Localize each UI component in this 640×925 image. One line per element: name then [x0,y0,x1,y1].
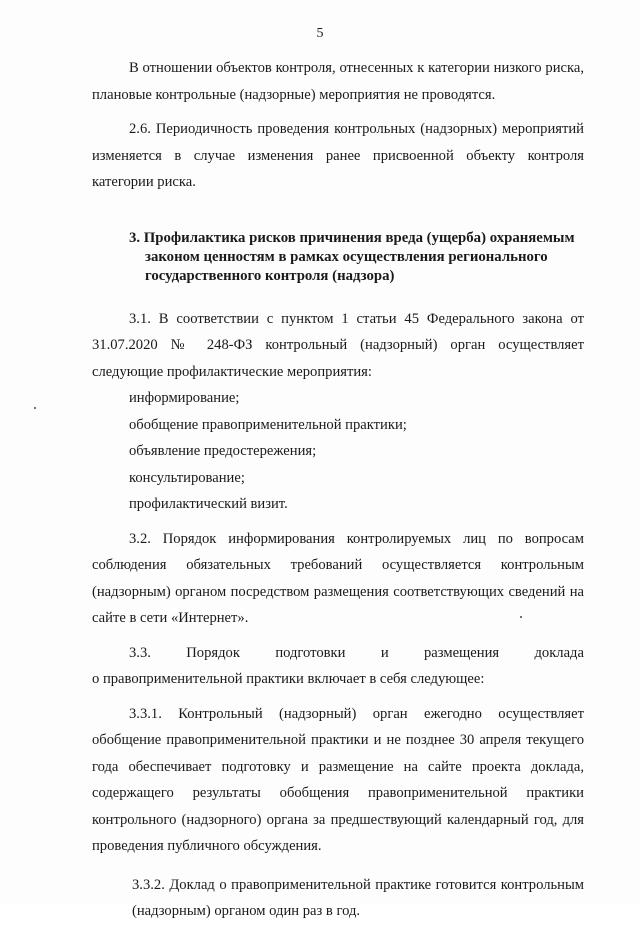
list-item: обобщение правоприменительной практики; [129,416,407,433]
list-item: объявление предостережения; [129,443,317,459]
list-item: консультирование; [129,469,245,486]
list-item: профилактический визит. [129,496,288,512]
paragraph-2-6: 2.6. Периодичность проведения контрольных (надзорных) мероприятий изменяется в случае изменения ранее присвоенной объекту контроля категории риска. [92,121,584,190]
word: и [380,644,389,661]
paragraph-3-2: 3.2. Порядок информирования контролируемых лиц по вопросам соблюдения обязательных требований осуществляется контрольным (надзорным) органом посредством размещения соответствующих сведений на сайте в сети «Интернет». [92,530,584,626]
paragraph-3-3 [92,640,584,693]
word: подготовки [275,644,346,661]
word: размещения [424,644,500,661]
section-heading-3 [92,229,584,286]
paragraph-3-3-2: 3.3.2. Доклад о правоприменительной практике готовится контрольным (надзорным) органом один раз в год. [132,876,584,919]
word: Порядок [186,644,240,661]
paragraph-3-3-1: 3.3.1. Контрольный (надзорный) орган ежегодно осуществляет обобщение правоприменительной практики и не позднее 30 апреля текущего года обеспечивает подготовку и размещение на сайте проекта доклада, содержащего результаты обобщения правоприменительной практики контрольного (надзорного) органа за предшествующий календарный год, для проведения публичного обсуждения. [92,705,584,854]
measures-list [92,385,584,518]
document-body [92,55,584,925]
paragraph-low-risk: В отношении объектов контроля, отнесенных к категории низкого риска, плановые контрольные (надзорные) мероприятия не проводятся. [92,60,584,103]
scan-speck [34,407,36,409]
page-number: 5 [316,26,324,41]
paragraph-3-1: 3.1. В соответствии с пунктом 1 статьи 45 Федерального закона от 31.07.2020 № 248-ФЗ контрольный (надзорный) орган осуществляет следующие профилактические мероприятия: [92,310,584,380]
heading-line-1: 3. Профилактика рисков причинения вреда (ущерба) охраняемым [129,229,575,246]
heading-line-3: государственного контроля (надзора) [145,267,395,284]
paragraph-3-3-first-line [92,640,584,667]
list-item: информирование; [129,390,240,406]
paragraph-3-3-continuation: о правоприменительной практики включает в себя следующее: [92,671,485,687]
word: 3.3. [129,644,151,661]
word: доклада [534,644,584,661]
scan-speck [520,616,522,618]
heading-line-2: законом ценностям в рамках осуществления регионального [145,248,548,265]
